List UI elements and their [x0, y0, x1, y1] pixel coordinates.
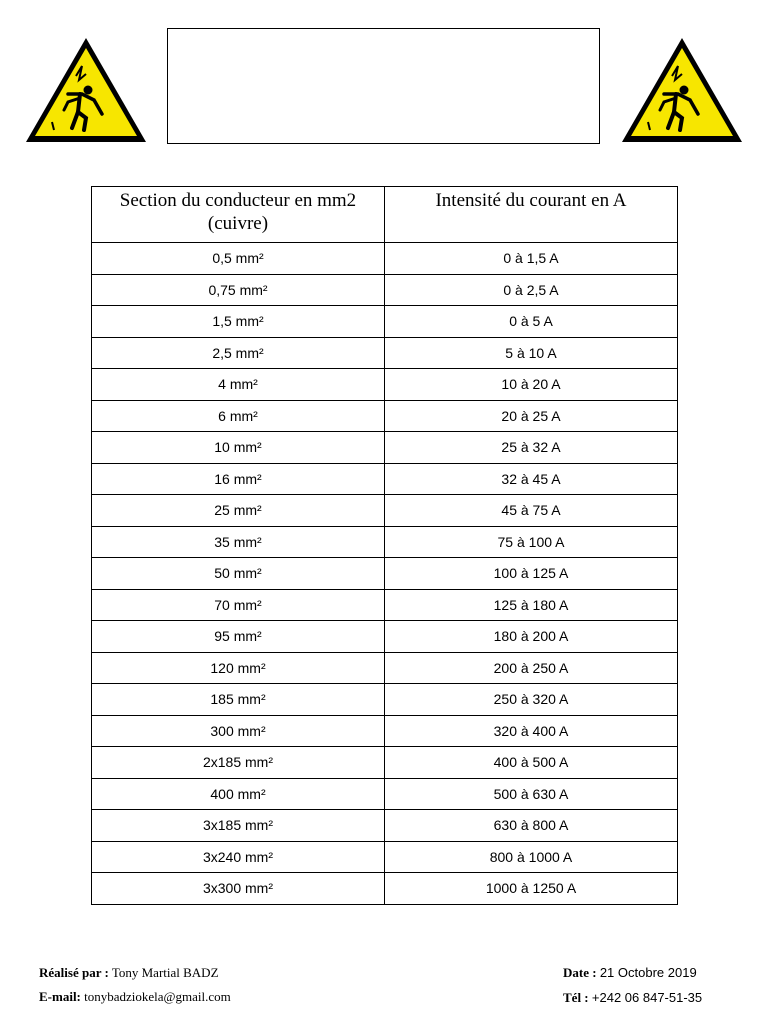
intensity-cell: 500 à 630 A [385, 778, 678, 810]
conductor-table [91, 186, 678, 905]
intensity-cell: 180 à 200 A [385, 621, 678, 653]
date-label: Date : [563, 965, 597, 980]
section-cell: 300 mm² [92, 715, 385, 747]
author-label: Réalisé par : [39, 965, 109, 980]
table-row [92, 747, 678, 779]
intensity-cell: 45 à 75 A [385, 495, 678, 527]
section-cell: 16 mm² [92, 463, 385, 495]
intensity-cell: 400 à 500 A [385, 747, 678, 779]
author-name: Tony Martial BADZ [111, 965, 219, 980]
table-row [92, 274, 678, 306]
intensity-cell: 200 à 250 A [385, 652, 678, 684]
section-cell: 2x185 mm² [92, 747, 385, 779]
table-row [92, 778, 678, 810]
section-cell: 185 mm² [92, 684, 385, 716]
intensity-cell: 800 à 1000 A [385, 841, 678, 873]
header-section: Section du conducteur en mm2 (cuivre) [92, 187, 385, 243]
table-row [92, 589, 678, 621]
date-value: 21 Octobre 2019 [599, 965, 697, 980]
table-row [92, 337, 678, 369]
phone-label: Tél : [563, 990, 589, 1005]
author-line [39, 965, 219, 981]
intensity-cell: 0 à 2,5 A [385, 274, 678, 306]
phone-value: +242 06 847-51-35 [591, 990, 703, 1005]
table-row [92, 243, 678, 275]
intensity-cell: 1000 à 1250 A [385, 873, 678, 905]
section-cell: 400 mm² [92, 778, 385, 810]
intensity-cell: 25 à 32 A [385, 432, 678, 464]
table-row [92, 463, 678, 495]
table-row [92, 306, 678, 338]
section-cell: 0,75 mm² [92, 274, 385, 306]
table-row [92, 810, 678, 842]
table-row [92, 715, 678, 747]
phone-line [563, 990, 702, 1006]
high-voltage-warning-icon [620, 36, 744, 144]
header-intensity: Intensité du courant en A [385, 187, 678, 243]
intensity-cell: 320 à 400 A [385, 715, 678, 747]
title-box [167, 28, 600, 144]
intensity-cell: 0 à 5 A [385, 306, 678, 338]
section-cell: 2,5 mm² [92, 337, 385, 369]
table-row [92, 841, 678, 873]
table-row [92, 652, 678, 684]
section-cell: 4 mm² [92, 369, 385, 401]
section-cell: 35 mm² [92, 526, 385, 558]
intensity-cell: 100 à 125 A [385, 558, 678, 590]
section-cell: 120 mm² [92, 652, 385, 684]
intensity-cell: 32 à 45 A [385, 463, 678, 495]
intensity-cell: 630 à 800 A [385, 810, 678, 842]
intensity-cell: 250 à 320 A [385, 684, 678, 716]
table-header-row [92, 187, 678, 243]
email-line [39, 989, 231, 1005]
table-row [92, 495, 678, 527]
section-cell: 3x240 mm² [92, 841, 385, 873]
intensity-cell: 75 à 100 A [385, 526, 678, 558]
section-cell: 3x185 mm² [92, 810, 385, 842]
section-cell: 0,5 mm² [92, 243, 385, 275]
intensity-cell: 5 à 10 A [385, 337, 678, 369]
section-cell: 1,5 mm² [92, 306, 385, 338]
intensity-cell: 20 à 25 A [385, 400, 678, 432]
table-row [92, 369, 678, 401]
high-voltage-warning-icon [24, 36, 148, 144]
intensity-cell: 0 à 1,5 A [385, 243, 678, 275]
table-row [92, 873, 678, 905]
section-cell: 10 mm² [92, 432, 385, 464]
section-cell: 50 mm² [92, 558, 385, 590]
section-cell: 70 mm² [92, 589, 385, 621]
table-row [92, 558, 678, 590]
section-cell: 3x300 mm² [92, 873, 385, 905]
table-row [92, 526, 678, 558]
section-cell: 95 mm² [92, 621, 385, 653]
intensity-cell: 125 à 180 A [385, 589, 678, 621]
table-row [92, 400, 678, 432]
email-value: tonybadziokela@gmail.com [84, 989, 231, 1004]
table-row [92, 432, 678, 464]
table-row [92, 684, 678, 716]
date-line [563, 965, 697, 981]
email-label: E-mail: [39, 989, 81, 1004]
intensity-cell: 10 à 20 A [385, 369, 678, 401]
section-cell: 6 mm² [92, 400, 385, 432]
table-row [92, 621, 678, 653]
section-cell: 25 mm² [92, 495, 385, 527]
